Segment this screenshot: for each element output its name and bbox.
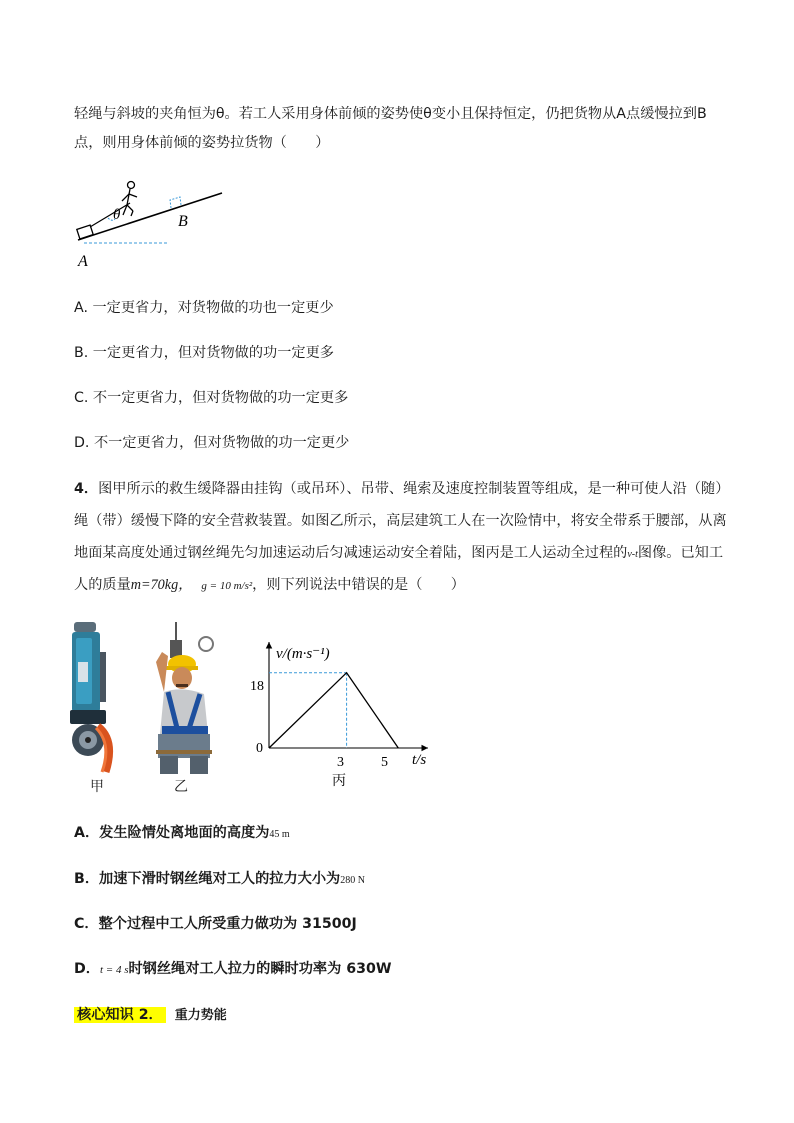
option-2-a-value: 45 m bbox=[269, 829, 290, 840]
worker-icon bbox=[122, 182, 137, 217]
question-4-number: 4． bbox=[74, 481, 99, 497]
option-1-a: A. 一定更省力，对货物做的功也一定更少 bbox=[74, 300, 334, 316]
y-tick-label-18: 18 bbox=[250, 679, 264, 694]
question-4-text-4a: 人的质量 bbox=[74, 577, 131, 593]
option-2-d-prefix: D． bbox=[74, 961, 100, 977]
label-a: A bbox=[78, 253, 88, 270]
option-2-d-text: 时钢丝绳对工人拉力的瞬时功率为 630W bbox=[128, 961, 392, 977]
option-2-d-time: t = 4 s bbox=[99, 964, 129, 976]
x-tick-label-3: 3 bbox=[337, 755, 344, 770]
option-2-d bbox=[74, 958, 392, 978]
question-4-line-1 bbox=[74, 478, 729, 498]
option-1-c: C. 不一定更省力，但对货物做的功一定更多 bbox=[74, 390, 349, 406]
vt-chart bbox=[248, 638, 438, 794]
option-1-b: B. 一定更省力，但对货物做的功一定更多 bbox=[74, 345, 334, 361]
intro-line-2: 点，则用身体前倾的姿势拉货物（ ） bbox=[74, 135, 330, 151]
slope-line bbox=[78, 193, 222, 240]
option-2-c: C．整个过程中工人所受重力做功为 31500J bbox=[74, 916, 357, 932]
option-2-b bbox=[74, 868, 365, 888]
caption-jia: 甲 bbox=[90, 779, 104, 795]
option-2-a-text: A．发生险情处离地面的高度为 bbox=[74, 825, 270, 841]
gravity-value: g = 10 m/s² bbox=[201, 580, 253, 592]
question-4-line-2: 绳（带）缓慢下降的安全营救装置。如图乙所示，高层建筑工人在一次险情中，将安全带系于腰部，从离 bbox=[74, 513, 727, 529]
question-4-text-4d: ，则下列说法中错误的是（ ） bbox=[252, 577, 465, 593]
worker-photo-image bbox=[142, 622, 226, 774]
section-title: 重力势能 bbox=[174, 1008, 227, 1023]
slope-figure bbox=[70, 175, 240, 275]
option-2-b-value: 280 N bbox=[340, 875, 365, 886]
question-4-text-1: 图甲所示的救生缓降器由挂钩（或吊环）、吊带、绳索及速度控制装置等组成，是一种可使人沿（随） bbox=[98, 481, 730, 497]
label-b: B bbox=[178, 213, 188, 230]
intro-line-1: 轻绳与斜坡的夹角恒为θ。若工人采用身体前倾的姿势使θ变小且保持恒定，仍把货物从A点缓慢拉到B bbox=[74, 106, 707, 122]
vt-symbol: v-t bbox=[627, 549, 638, 560]
option-2-a bbox=[74, 822, 290, 842]
x-tick-label-5: 5 bbox=[381, 755, 388, 770]
option-1-d: D. 不一定更省力，但对货物做的功一定更少 bbox=[74, 435, 350, 451]
question-4-line-4 bbox=[74, 574, 465, 594]
descent-device-image bbox=[68, 622, 120, 774]
section-tag: 核心知识 2． bbox=[74, 1007, 166, 1023]
y-tick-label-0: 0 bbox=[256, 741, 263, 756]
x-axis-label: t/s bbox=[412, 752, 427, 768]
y-axis-label: v/(m·s⁻¹) bbox=[276, 646, 330, 662]
vt-series-line bbox=[269, 673, 398, 748]
question-4-line-3 bbox=[74, 542, 723, 562]
option-2-b-text: B．加速下滑时钢丝绳对工人的拉力大小为 bbox=[74, 871, 341, 887]
section-heading bbox=[74, 1004, 227, 1024]
theta-label: θ bbox=[113, 207, 121, 223]
mass-value: m=70kg， bbox=[130, 577, 193, 593]
question-4-text-3a: 地面某高度处通过钢丝绳先匀加速运动后匀减速运动安全着陆，图丙是工人运动全过程的 bbox=[74, 545, 628, 561]
rope-line bbox=[90, 203, 130, 227]
caption-yi: 乙 bbox=[174, 779, 188, 795]
question-4-text-3c: 图像。已知工 bbox=[637, 545, 724, 561]
caption-bing: 丙 bbox=[332, 774, 346, 789]
